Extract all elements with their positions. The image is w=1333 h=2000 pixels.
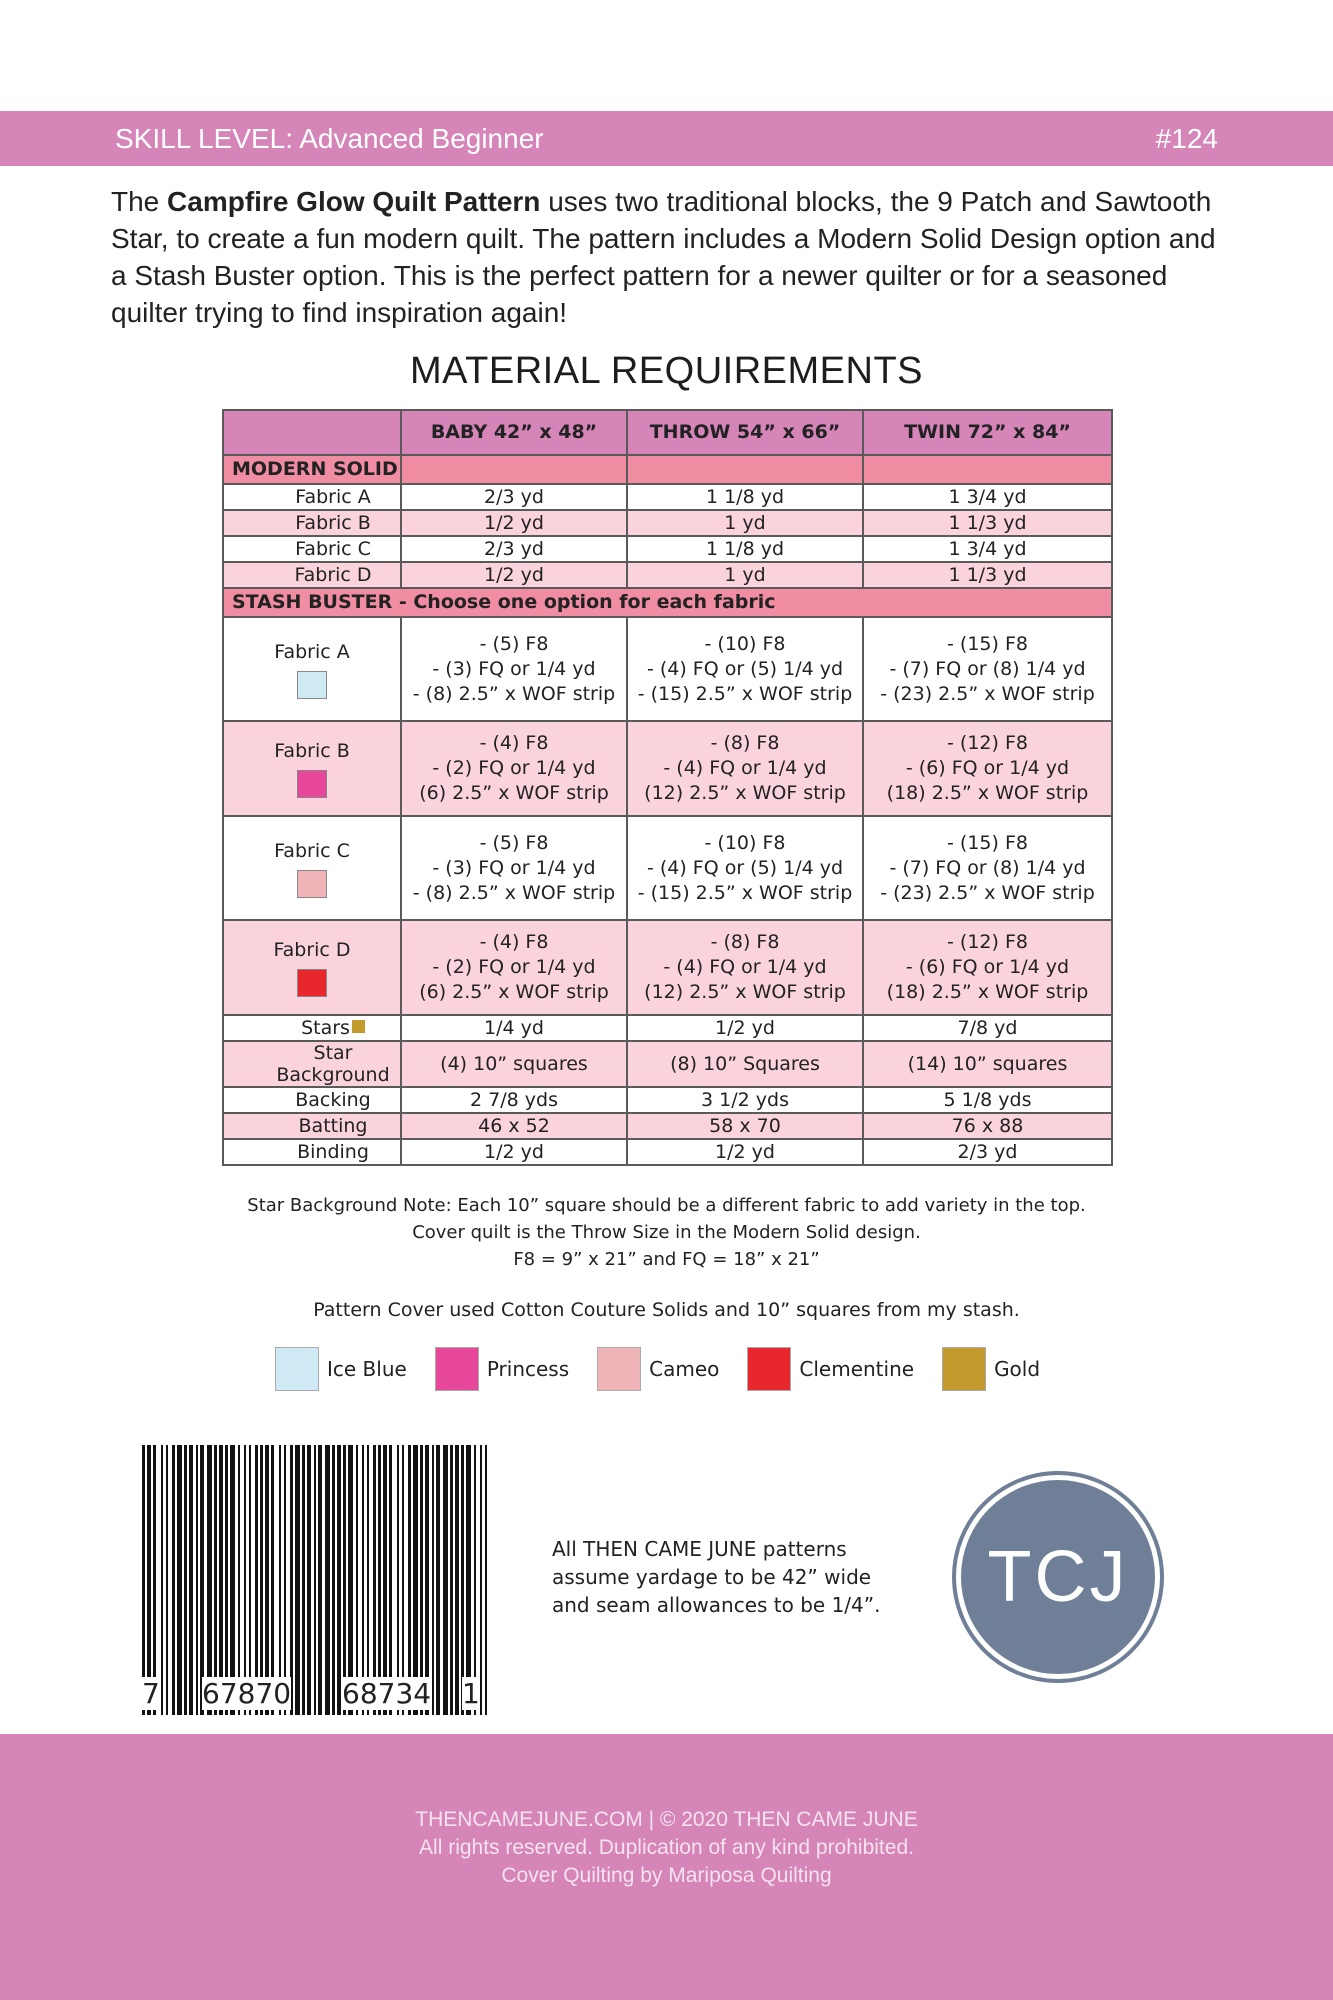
- barcode-bar: [373, 1445, 376, 1715]
- barcode-bar: [142, 1445, 145, 1715]
- cell-line: - (15) F8: [947, 632, 1028, 655]
- note-line: Cover quilt is the Throw Size in the Modern Solid design.: [412, 1222, 921, 1243]
- legend-item: [747, 1347, 914, 1391]
- cell-line: - (4) F8: [479, 931, 549, 953]
- barcode-bar: [362, 1445, 364, 1715]
- yardage-note: [552, 1535, 912, 1619]
- cell-line: - (8) 2.5” x WOF strip: [412, 682, 616, 705]
- barcode-bar: [480, 1445, 482, 1715]
- intro-paragraph: [111, 183, 1231, 331]
- star-background-note: [0, 1192, 1333, 1273]
- legend-label: Clementine: [799, 1357, 915, 1381]
- barcode-bar: [367, 1445, 369, 1715]
- row-label: Binding: [223, 1139, 401, 1165]
- cell-line: - (10) F8: [704, 632, 786, 655]
- cell: 1/2 yd: [401, 510, 627, 536]
- row-label: Fabric D: [223, 562, 401, 588]
- row-label: Star Background: [223, 1041, 401, 1087]
- cell: 1 3/4 yd: [863, 536, 1112, 562]
- cell-line: - (15) 2.5” x WOF strip: [637, 881, 853, 904]
- row-label: Batting: [223, 1113, 401, 1139]
- barcode-bar: [461, 1445, 464, 1715]
- cell-line: - (8) F8: [710, 732, 780, 754]
- barcode: [142, 1445, 487, 1715]
- legend-swatch: [435, 1347, 479, 1391]
- cell-line: - (7) FQ or (8) 1/4 yd: [889, 657, 1086, 680]
- cell-line: - (4) FQ or 1/4 yd: [663, 956, 827, 978]
- stars-swatch: [352, 1020, 365, 1033]
- intro-prefix: The: [111, 186, 168, 217]
- row-label: Fabric A: [274, 640, 350, 663]
- barcode-bar: [343, 1445, 346, 1715]
- skill-level: SKILL LEVEL: Advanced Beginner: [115, 123, 544, 154]
- cell-line: - (15) 2.5” x WOF strip: [637, 682, 853, 705]
- barcode-digit: 68734: [342, 1677, 432, 1710]
- barcode-bar: [466, 1445, 471, 1715]
- table-row: [223, 1015, 1112, 1041]
- cell: 46 x 52: [401, 1113, 627, 1139]
- cell: (14) 10” squares: [863, 1041, 1112, 1087]
- barcode-bar: [443, 1445, 448, 1715]
- pattern-number: #124: [1155, 123, 1218, 154]
- barcode-bar: [485, 1445, 487, 1715]
- material-table: [222, 409, 1113, 1166]
- cell: 5 1/8 yds: [863, 1087, 1112, 1113]
- table-row: [223, 920, 1112, 1015]
- cell: [401, 617, 627, 721]
- barcode-bar: [147, 1445, 151, 1715]
- row-label: Fabric C: [274, 839, 350, 862]
- cell-line: - (4) FQ or (5) 1/4 yd: [646, 856, 844, 879]
- cell: [627, 721, 863, 816]
- row-label-cell: [223, 920, 401, 1015]
- legend-item: [942, 1347, 1040, 1391]
- row-label: Backing: [223, 1087, 401, 1113]
- barcode-digits: [142, 1677, 487, 1713]
- cell-line: - (7) FQ or (8) 1/4 yd: [889, 856, 1086, 879]
- row-label: Fabric C: [223, 536, 401, 562]
- barcode-bar: [166, 1445, 168, 1715]
- note-line: F8 = 9” x 21” and FQ = 18” x 21”: [513, 1249, 820, 1270]
- cell: 1 1/8 yd: [627, 484, 863, 510]
- section-spacer: [863, 455, 1112, 484]
- section-label: MODERN SOLID: [223, 455, 401, 484]
- note-line: All THEN CAME JUNE patterns: [552, 1537, 847, 1561]
- cell-line: - (6) FQ or 1/4 yd: [905, 956, 1070, 978]
- logo-text: TCJ: [987, 1537, 1129, 1617]
- barcode-bar: [325, 1445, 330, 1715]
- note-line: and seam allowances to be 1/4”.: [552, 1593, 881, 1617]
- legend-swatch: [942, 1347, 986, 1391]
- cell-line: - (12) F8: [947, 732, 1028, 754]
- barcode-bar: [184, 1445, 187, 1715]
- cell: [401, 920, 627, 1015]
- barcode-bar: [290, 1445, 293, 1715]
- cell-line: - (3) FQ or 1/4 yd: [432, 657, 596, 680]
- fabric-swatch: [297, 671, 327, 699]
- cell: 58 x 70: [627, 1113, 863, 1139]
- cell: 1 1/3 yd: [863, 562, 1112, 588]
- cell: (4) 10” squares: [401, 1041, 627, 1087]
- legend-label: Gold: [994, 1357, 1041, 1381]
- cell: [863, 617, 1112, 721]
- table-row: [223, 1041, 1112, 1087]
- table-row: [223, 484, 1112, 510]
- barcode-bar: [425, 1445, 429, 1715]
- row-label: Fabric B: [223, 510, 401, 536]
- section-header-modern-solid: [223, 455, 1112, 484]
- barcode-bar: [271, 1445, 274, 1715]
- column-header-baby: BABY 42” x 48”: [401, 410, 627, 455]
- cell: 1 1/3 yd: [863, 510, 1112, 536]
- footer-text: [0, 1806, 1333, 1890]
- barcode-bar: [420, 1445, 423, 1715]
- row-label-cell: [223, 816, 401, 920]
- barcode-bar: [397, 1445, 399, 1715]
- cell-line: (6) 2.5” x WOF strip: [419, 981, 609, 1003]
- barcode-bar: [318, 1445, 322, 1715]
- table-row: [223, 510, 1112, 536]
- barcode-bar: [207, 1445, 212, 1715]
- color-legend: [275, 1346, 1068, 1392]
- footer-line: All rights reserved. Duplication of any kind prohibited.: [419, 1836, 914, 1859]
- barcode-bar: [408, 1445, 411, 1715]
- barcode-bar: [474, 1445, 476, 1715]
- column-header: [223, 410, 401, 455]
- cell: [401, 816, 627, 920]
- table-row: [223, 1139, 1112, 1165]
- cell: 1/2 yd: [401, 1139, 627, 1165]
- barcode-bar: [337, 1445, 341, 1715]
- cell-line: - (12) F8: [947, 931, 1028, 953]
- barcode-bar: [455, 1445, 459, 1715]
- barcode-bar: [389, 1445, 392, 1715]
- cell-line: - (5) F8: [479, 632, 549, 655]
- legend-swatch: [597, 1347, 641, 1391]
- cell: 1 1/8 yd: [627, 536, 863, 562]
- material-title: MATERIAL REQUIREMENTS: [410, 350, 923, 392]
- section-spacer: [627, 455, 863, 484]
- fabric-swatch: [297, 870, 327, 898]
- legend-item: [435, 1347, 569, 1391]
- footer: [0, 1734, 1333, 2000]
- cell: 1/4 yd: [401, 1015, 627, 1041]
- row-label-cell: [223, 721, 401, 816]
- section-spacer: [401, 455, 627, 484]
- cell: 1 3/4 yd: [863, 484, 1112, 510]
- table-row: [223, 721, 1112, 816]
- table-row: [223, 617, 1112, 721]
- cell: 76 x 88: [863, 1113, 1112, 1139]
- legend-label: Ice Blue: [327, 1357, 407, 1381]
- pattern-name: Campfire Glow Quilt Pattern: [167, 186, 541, 217]
- cell: [401, 721, 627, 816]
- footer-line: THENCAMEJUNE.COM | © 2020 THEN CAME JUNE: [415, 1808, 918, 1831]
- cell-line: - (8) F8: [710, 931, 780, 953]
- cell: 2/3 yd: [401, 484, 627, 510]
- cell-line: (12) 2.5” x WOF strip: [644, 782, 846, 804]
- cell: 1/2 yd: [627, 1015, 863, 1041]
- legend-swatch: [747, 1347, 791, 1391]
- barcode-digit: 67870: [202, 1677, 292, 1710]
- cell: [627, 617, 863, 721]
- cell-line: - (23) 2.5” x WOF strip: [880, 682, 1095, 705]
- barcode-bar: [432, 1445, 434, 1715]
- barcode-bar: [153, 1445, 156, 1715]
- cell-line: - (2) FQ or 1/4 yd: [432, 956, 596, 978]
- barcode-bar: [189, 1445, 193, 1715]
- barcode-bar: [307, 1445, 311, 1715]
- barcode-bar: [238, 1445, 240, 1715]
- barcode-bar: [219, 1445, 223, 1715]
- cell: [863, 816, 1112, 920]
- barcode-bars: [142, 1445, 487, 1715]
- table-row: [223, 562, 1112, 588]
- tcj-logo: [956, 1475, 1160, 1679]
- footer-line: Cover Quilting by Mariposa Quilting: [501, 1864, 832, 1887]
- cell: 1/2 yd: [627, 1139, 863, 1165]
- cell-line: (6) 2.5” x WOF strip: [419, 782, 609, 804]
- cell: 1/2 yd: [401, 562, 627, 588]
- intro-text: uses two traditional blocks, the 9 Patch and Sawtooth Star, to create a fun modern quilt. The pattern includes a Modern Solid Design option and a Stash Buster option. This is the perfect pattern for a newer quilter or for a seasoned quilter trying to find inspiration again!: [111, 186, 1216, 328]
- barcode-bar: [249, 1445, 251, 1715]
- barcode-bar: [279, 1445, 281, 1715]
- barcode-digit: 7: [142, 1677, 160, 1710]
- row-label: Fabric D: [273, 939, 351, 961]
- barcode-bar: [200, 1445, 204, 1715]
- legend-item: [275, 1347, 407, 1391]
- row-label: Fabric A: [223, 484, 401, 510]
- table-row: [223, 1087, 1112, 1113]
- barcode-bar: [436, 1445, 440, 1715]
- row-label: Fabric B: [274, 740, 350, 762]
- barcode-bar: [413, 1445, 418, 1715]
- cell: [627, 920, 863, 1015]
- column-header-twin: TWIN 72” x 84”: [863, 410, 1112, 455]
- cell-line: (18) 2.5” x WOF strip: [886, 981, 1089, 1003]
- note-line: assume yardage to be 42” wide: [552, 1565, 872, 1589]
- cell-line: - (23) 2.5” x WOF strip: [880, 881, 1095, 904]
- cell-line: - (10) F8: [704, 831, 786, 854]
- note-line: Star Background Note: Each 10” square should be a different fabric to add variety in the top.: [247, 1195, 1086, 1216]
- barcode-bar: [450, 1445, 453, 1715]
- row-label: Stars: [301, 1017, 350, 1039]
- cell: 2/3 yd: [863, 1139, 1112, 1165]
- barcode-bar: [225, 1445, 228, 1715]
- barcode-bar: [284, 1445, 286, 1715]
- barcode-bar: [244, 1445, 246, 1715]
- legend-swatch: [275, 1347, 319, 1391]
- barcode-bar: [383, 1445, 387, 1715]
- skill-level-bar: [0, 111, 1333, 166]
- row-label-cell: [223, 1015, 401, 1041]
- cell: 1 yd: [627, 562, 863, 588]
- barcode-bar: [265, 1445, 269, 1715]
- barcode-bar: [295, 1445, 300, 1715]
- cell: [863, 920, 1112, 1015]
- barcode-bar: [177, 1445, 182, 1715]
- table-row: [223, 816, 1112, 920]
- legend-label: Princess: [486, 1357, 570, 1381]
- barcode-bar: [260, 1445, 263, 1715]
- barcode-bar: [356, 1445, 358, 1715]
- cover-note: Pattern Cover used Cotton Couture Solids and 10” squares from my stash.: [313, 1299, 1020, 1321]
- barcode-bar: [378, 1445, 381, 1715]
- cell: (8) 10” Squares: [627, 1041, 863, 1087]
- cell: 2 7/8 yds: [401, 1087, 627, 1113]
- cell-line: - (4) FQ or (5) 1/4 yd: [646, 657, 844, 680]
- section-header-stash-buster: [223, 588, 1112, 617]
- cell-line: - (2) FQ or 1/4 yd: [432, 757, 596, 779]
- cell: [627, 816, 863, 920]
- cell-line: - (5) F8: [479, 831, 549, 854]
- cell: 1 yd: [627, 510, 863, 536]
- fabric-swatch: [297, 969, 327, 997]
- cell: 2/3 yd: [401, 536, 627, 562]
- cell-line: (12) 2.5” x WOF strip: [644, 981, 846, 1003]
- cell-line: - (15) F8: [947, 831, 1028, 854]
- barcode-bar: [255, 1445, 258, 1715]
- cell: 7/8 yd: [863, 1015, 1112, 1041]
- barcode-bar: [161, 1445, 163, 1715]
- barcode-bar: [172, 1445, 175, 1715]
- table-row: [223, 536, 1112, 562]
- barcode-bar: [196, 1445, 198, 1715]
- cell-line: - (8) 2.5” x WOF strip: [412, 881, 616, 904]
- cell-line: - (3) FQ or 1/4 yd: [432, 856, 596, 879]
- legend-item: [597, 1347, 719, 1391]
- row-label-cell: [223, 617, 401, 721]
- barcode-bar: [230, 1445, 235, 1715]
- legend-label: Cameo: [649, 1357, 720, 1381]
- table-header-row: [223, 410, 1112, 455]
- barcode-digit: 1: [462, 1677, 480, 1710]
- table-row: [223, 1113, 1112, 1139]
- barcode-bar: [314, 1445, 316, 1715]
- cell: 3 1/2 yds: [627, 1087, 863, 1113]
- barcode-bar: [348, 1445, 353, 1715]
- barcode-bar: [214, 1445, 217, 1715]
- cell-line: (18) 2.5” x WOF strip: [886, 782, 1089, 804]
- fabric-swatch: [297, 770, 327, 798]
- barcode-bar: [402, 1445, 404, 1715]
- column-header-throw: THROW 54” x 66”: [627, 410, 863, 455]
- barcode-bar: [332, 1445, 335, 1715]
- cell-line: - (6) FQ or 1/4 yd: [905, 757, 1070, 779]
- barcode-bar: [302, 1445, 305, 1715]
- cell: [863, 721, 1112, 816]
- section-label: STASH BUSTER - Choose one option for each fabric: [223, 588, 1112, 617]
- cell-line: - (4) FQ or 1/4 yd: [663, 757, 827, 779]
- cell-line: - (4) F8: [479, 732, 549, 754]
